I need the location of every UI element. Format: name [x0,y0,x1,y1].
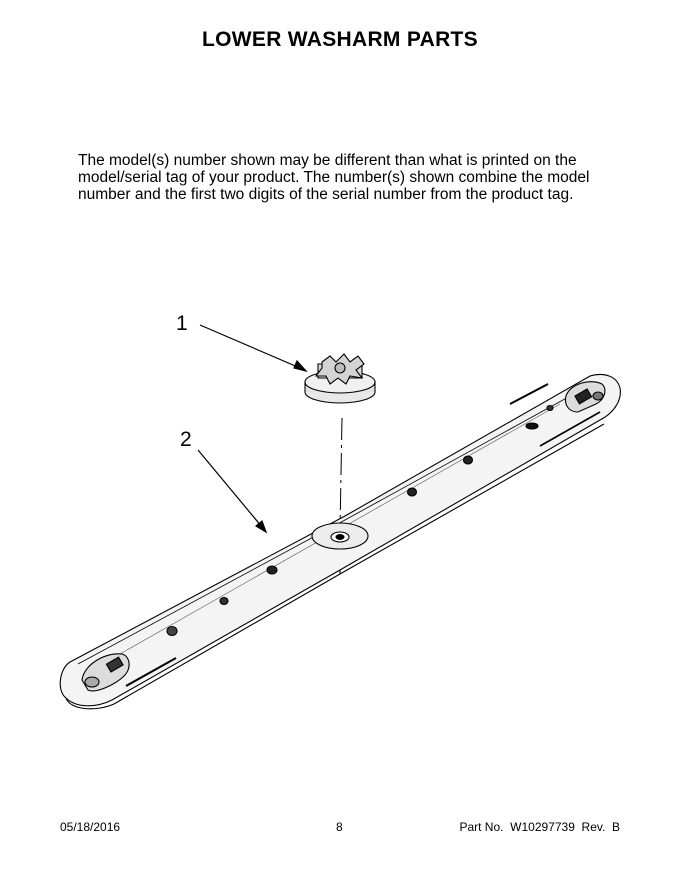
footer-page-number: 8 [336,820,343,834]
footer-date: 05/18/2016 [60,820,121,834]
nut-icon [305,354,375,403]
notice-line-3: number and the first two digits of the serial number from the product tag. [78,186,574,203]
callout-label-2: 2 [180,428,192,451]
assembly-centerline [340,418,342,530]
notice-line-2: model/serial tag of your product. The number(s) shown combine the model [78,169,590,186]
notice-line-1: The model(s) number shown may be different than what is printed on the [78,152,577,169]
page-title: LOWER WASHARM PARTS [202,28,478,51]
footer-part-number: Part No. W10297739 Rev. B [459,820,620,834]
leader-line-1 [200,325,306,371]
leader-line-2 [198,450,266,532]
lower-washarm-icon [60,375,620,709]
callout-label-1: 1 [176,312,188,335]
